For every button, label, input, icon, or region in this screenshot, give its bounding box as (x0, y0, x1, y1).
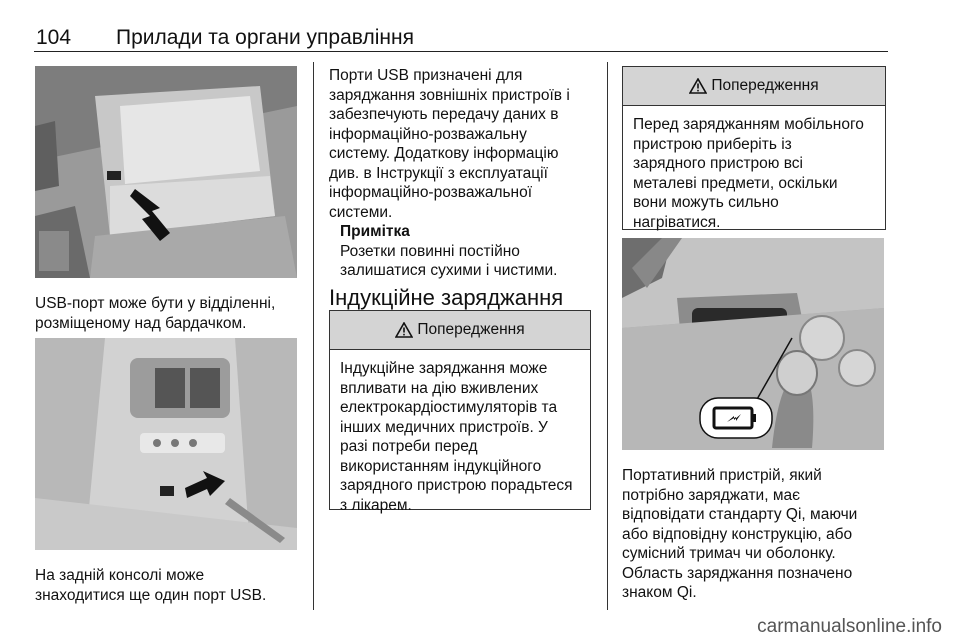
warning-header (623, 67, 885, 106)
warning-box-pacemaker (329, 310, 591, 514)
paragraph-line: системи. (329, 203, 393, 221)
paragraph-line: Портативний пристрій, який (622, 467, 822, 484)
section-heading: Індукційне заряджання (329, 285, 564, 310)
caption-line: знаходитися ще один порт USB. (35, 586, 267, 604)
caption-line: USB-порт може бути у відділенні, (35, 295, 276, 312)
warning-line: з лікарем. (340, 496, 412, 514)
caption-glovebox-usb (35, 294, 275, 333)
warning-line: пристрою приберіть із (633, 135, 792, 153)
warning-line: разі потреби перед (340, 438, 478, 455)
warning-title: Попередження (711, 77, 819, 94)
rear-console-usb-photo (35, 338, 297, 550)
warning-line: інших медичних пристроїв. У (340, 418, 548, 436)
paragraph-line: інформаційно-розважальної (329, 184, 533, 201)
warning-line: Індукційне заряджання може (340, 360, 548, 377)
glovebox-usb-photo (35, 66, 297, 278)
warning-line: впливати на дію вживлених (340, 379, 539, 397)
note-title: Примітка (340, 223, 410, 240)
warning-triangle-icon (689, 78, 707, 94)
warning-text (330, 350, 590, 515)
paragraph-line: Порти USB призначені для (329, 67, 523, 84)
warning-header (330, 311, 590, 350)
note-line: Розетки повинні постійно (340, 242, 520, 260)
warning-line: використанням індукційного (340, 457, 542, 475)
paragraph-line: потрібно заряджати, має (622, 486, 801, 504)
note-block (340, 222, 558, 281)
warning-triangle-icon (395, 322, 413, 338)
qi-description-paragraph (622, 466, 857, 603)
paragraph-line: сумісний тримач чи оболонку. (622, 545, 836, 562)
paragraph-line: відповідати стандарту Qi, маючи (622, 506, 858, 523)
warning-box-metal-objects (622, 66, 886, 230)
paragraph-line: або відповідну конструкцію, або (622, 525, 853, 543)
column-divider-left (313, 62, 314, 610)
warning-title: Попередження (417, 321, 525, 338)
paragraph-line: заряджання зовнішніх пристроїв і (329, 86, 570, 104)
paragraph-line: інформаційно-розважальну (329, 125, 527, 143)
caption-rear-console-usb (35, 566, 266, 605)
warning-line: Перед заряджанням мобільного (633, 116, 864, 133)
usb-description-paragraph (329, 66, 570, 222)
note-line: залишатися сухими і чистими. (340, 262, 558, 279)
warning-line: електрокардіостимуляторів та (340, 399, 558, 416)
warning-line: зарядного пристрою всі (633, 155, 803, 172)
warning-text (623, 106, 885, 232)
page-title: Прилади та органи управління (116, 26, 414, 49)
paragraph-line: систему. Додаткову інформацію (329, 145, 559, 162)
paragraph-line: забезпечують передачу даних в (329, 106, 559, 123)
caption-line: розміщеному над бардачком. (35, 314, 247, 332)
paragraph-line: Область заряджання позначено (622, 564, 853, 582)
warning-line: вони можуть сильно (633, 194, 779, 211)
warning-line: нагріватися. (633, 213, 721, 231)
page-number: 104 (36, 26, 72, 49)
wireless-charger-photo (622, 238, 884, 450)
warning-line: металеві предмети, оскільки (633, 174, 838, 192)
paragraph-line: знаком Qi. (622, 584, 697, 601)
warning-line: зарядного пристрою порадьтеся (340, 477, 573, 494)
paragraph-line: див. в Інструкції з експлуатації (329, 164, 548, 182)
watermark: carmanualsonline.info (757, 616, 942, 637)
header-divider (34, 51, 888, 52)
caption-line: На задній консолі може (35, 567, 205, 584)
column-divider-right (607, 62, 608, 610)
